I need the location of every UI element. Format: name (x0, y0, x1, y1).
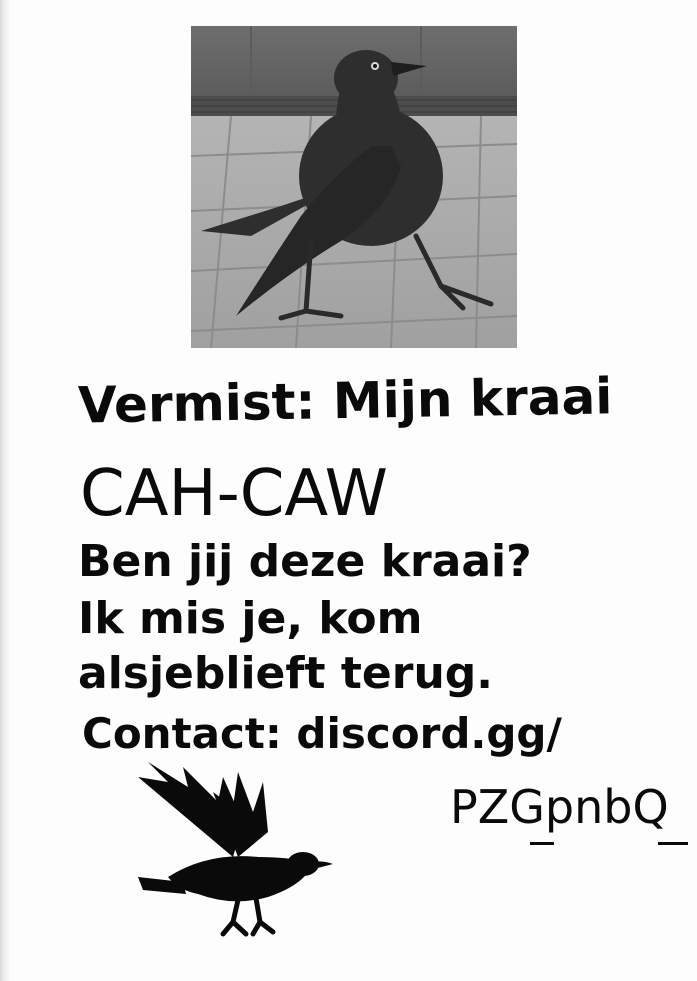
miss-line: Ik mis je, kom (78, 593, 423, 644)
crow-silhouette-drawing (138, 762, 338, 942)
underline-mark (658, 842, 688, 845)
paper-edge (0, 0, 10, 981)
jackdaw-photo-drawing (191, 26, 517, 348)
jackdaw-photo (191, 26, 517, 348)
contact-line: Contact: discord.gg/ (82, 709, 562, 758)
invite-code: PZGpnbQ (450, 780, 669, 834)
crow-silhouette-icon (138, 762, 338, 942)
come-back-line: alsjeblieft terug. (78, 648, 493, 699)
underline-mark (530, 842, 554, 845)
question-line: Ben jij deze kraai? (78, 536, 532, 587)
crow-name: CAH-CAW (80, 457, 388, 531)
poster-title: Vermist: Mijn kraai (77, 367, 613, 435)
